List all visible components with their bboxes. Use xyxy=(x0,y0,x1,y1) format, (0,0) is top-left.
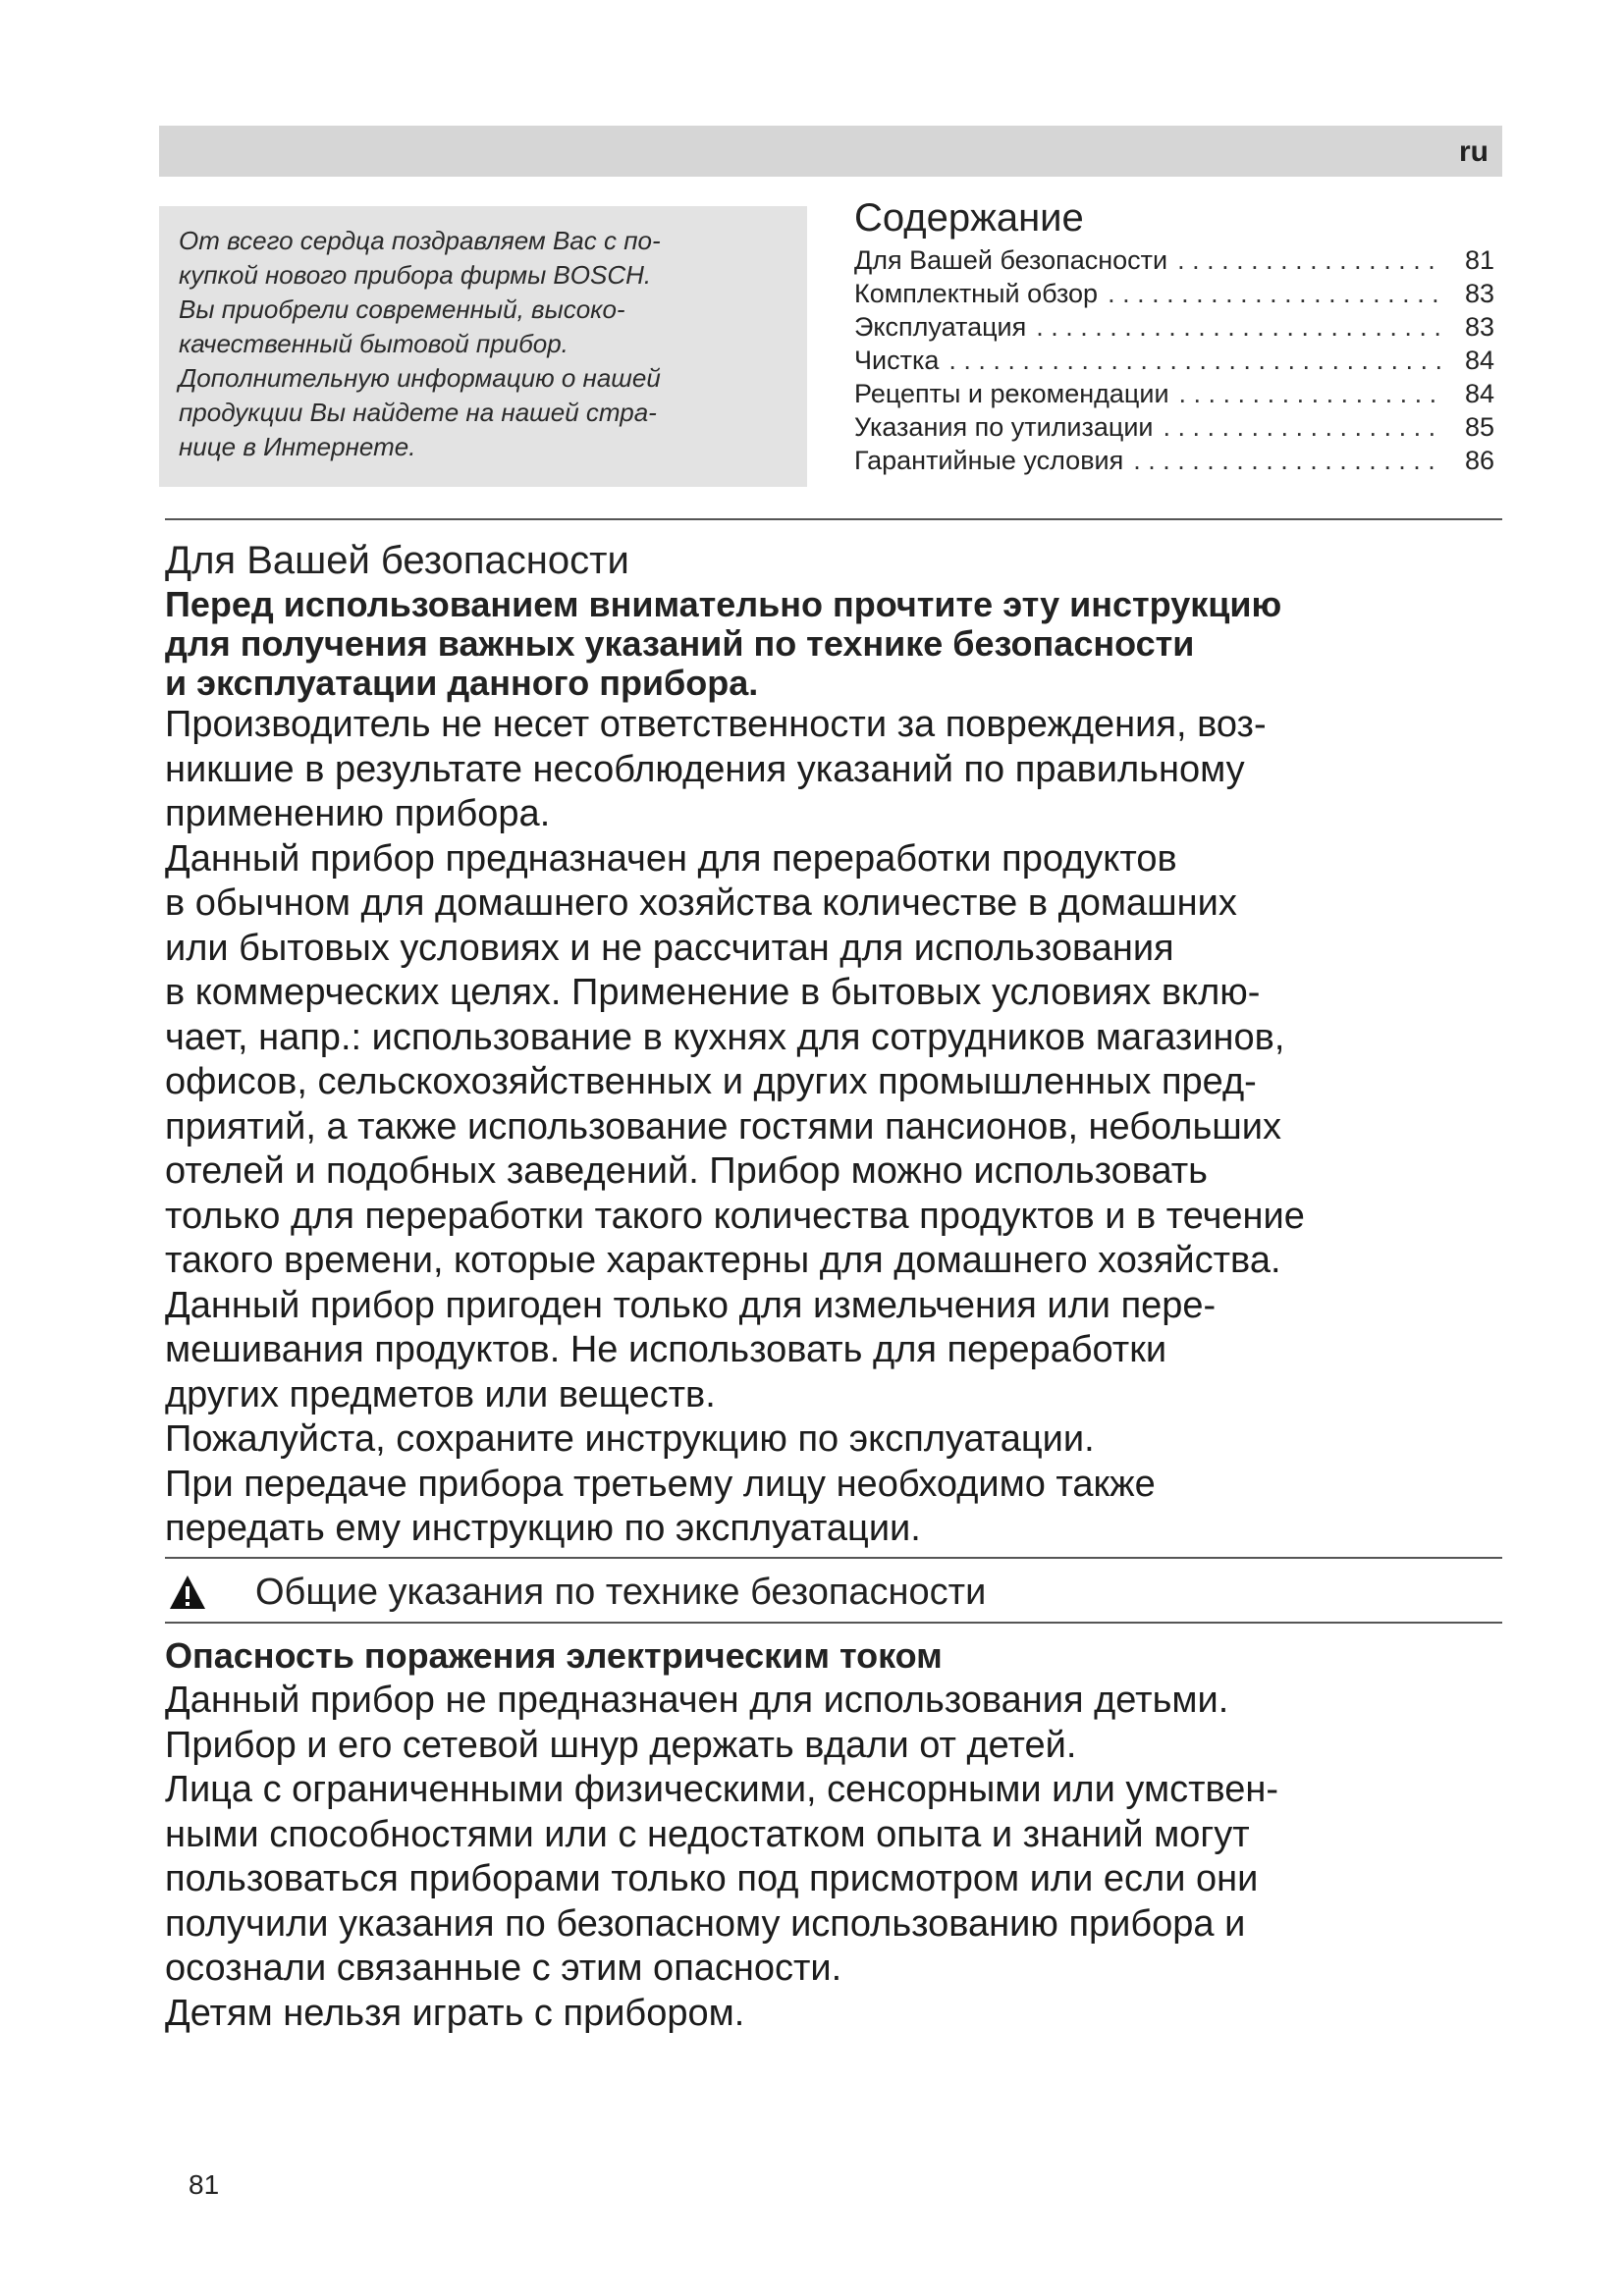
body-line: Данный прибор пригоден только для измельчения или пере- xyxy=(165,1284,1217,1326)
body-line: только для переработки такого количества продуктов и в течение xyxy=(165,1195,1305,1237)
toc-item-page: 81 xyxy=(1464,245,1494,275)
intro-line: От всего сердца поздравляем Вас с по- xyxy=(179,226,661,255)
body-line: Производитель не несет ответственности за повреждения, воз- xyxy=(165,704,1267,745)
toc-item-page: 84 xyxy=(1464,379,1494,408)
body-line: чает, напр.: использование в кухнях для сотрудников магазинов, xyxy=(165,1016,1285,1058)
body-line: Данный прибор предназначен для переработки продуктов xyxy=(165,837,1177,880)
body-line: осознали связанные с этим опасности. xyxy=(165,1948,842,1989)
section-title: Для Вашей безопасности xyxy=(165,539,629,582)
toc-leader xyxy=(1179,377,1441,410)
toc-item-label: Рецепты и рекомендации xyxy=(854,379,1169,408)
electric-shock-section xyxy=(165,1633,1510,2036)
toc-item[interactable] xyxy=(854,344,1494,377)
toc-item-label: Чистка xyxy=(854,346,940,375)
intro-line: Вы приобрели современный, высоко- xyxy=(179,294,625,324)
body-line: применению прибора. xyxy=(165,793,551,834)
body-line: других предметов или веществ. xyxy=(165,1373,716,1415)
toc-item[interactable] xyxy=(854,277,1494,310)
toc-item-page: 86 xyxy=(1464,446,1494,475)
lead-line: Перед использованием внимательно прочтите эту инструкцию xyxy=(165,584,1282,624)
body-line: Детям нельзя играть с прибором. xyxy=(165,1992,745,2034)
divider xyxy=(165,1622,1502,1624)
toc-leader xyxy=(1164,410,1441,444)
toc-title: Содержание xyxy=(854,196,1084,240)
body-line: такого времени, которые характерны для домашнего хозяйства. xyxy=(165,1240,1281,1281)
body-line: Лица с ограниченными физическими, сенсорными или умствен- xyxy=(165,1769,1279,1810)
body-line: Прибор и его сетевой шнур держать вдали от детей. xyxy=(165,1724,1077,1766)
toc-leader xyxy=(948,344,1441,377)
body-line: получили указания по безопасному использованию прибора и xyxy=(165,1902,1246,1945)
safety-section xyxy=(165,536,1510,1552)
warning-triangle-icon xyxy=(169,1575,206,1610)
toc-item[interactable] xyxy=(854,310,1494,344)
toc-leader xyxy=(1108,277,1441,310)
body-line: Пожалуйста, сохраните инструкцию по эксплуатации. xyxy=(165,1418,1095,1460)
intro-line: купкой нового прибора фирмы BOSCH. xyxy=(179,260,652,290)
toc-item-page: 83 xyxy=(1464,279,1494,308)
divider xyxy=(165,518,1502,520)
toc-item-label: Комплектный обзор xyxy=(854,279,1099,308)
toc-leader xyxy=(1133,444,1441,477)
body-line: в коммерческих целях. Применение в бытовых условиях вклю- xyxy=(165,972,1261,1013)
body-line: Данный прибор не предназначен для использования детьми. xyxy=(165,1680,1229,1721)
general-safety-title: Общие указания по технике безопасности xyxy=(255,1572,987,1613)
divider xyxy=(165,1557,1502,1559)
body-line: в обычном для домашнего хозяйства количестве в домашних xyxy=(165,882,1237,924)
lead-line: для получения важных указаний по технике безопасности xyxy=(165,623,1195,664)
toc-leader xyxy=(1177,243,1441,277)
page-number: 81 xyxy=(189,2169,220,2200)
body-line: офисов, сельскохозяйственных и других промышленных пред- xyxy=(165,1061,1257,1102)
body-line: или бытовых условиях и не рассчитан для использования xyxy=(165,927,1174,969)
language-label: ru xyxy=(1459,135,1489,168)
body-line: мешивания продуктов. Не использовать для переработки xyxy=(165,1329,1167,1370)
toc-item-label: Эксплуатация xyxy=(854,312,1027,342)
body-line: никшие в результате несоблюдения указаний по правильному xyxy=(165,748,1245,790)
toc-item[interactable] xyxy=(854,444,1494,477)
toc-item[interactable] xyxy=(854,243,1494,277)
body-line: отелей и подобных заведений. Прибор можно использовать xyxy=(165,1150,1208,1192)
toc-leader xyxy=(1036,310,1441,344)
header-bar xyxy=(159,126,1502,177)
subsection-title: Опасность поражения электрическим током xyxy=(165,1635,943,1676)
table-of-contents xyxy=(854,192,1502,477)
intro-box xyxy=(159,206,807,487)
intro-line: Дополнительную информацию о нашей xyxy=(179,363,661,393)
toc-item-label: Для Вашей безопасности xyxy=(854,245,1168,275)
toc-item-label: Гарантийные условия xyxy=(854,446,1124,475)
body-line: При передаче прибора третьему лицу необходимо также xyxy=(165,1463,1156,1505)
toc-item-page: 84 xyxy=(1464,346,1494,375)
body-line: ными способностями или с недостатком опыта и знаний могут xyxy=(165,1813,1250,1855)
body-line: передать ему инструкцию по эксплуатации. xyxy=(165,1508,921,1549)
body-line: пользоваться приборами только под присмотром или если они xyxy=(165,1858,1259,1899)
toc-item[interactable] xyxy=(854,410,1494,444)
intro-line: продукции Вы найдете на нашей стра- xyxy=(179,398,657,427)
toc-item-page: 85 xyxy=(1464,412,1494,442)
intro-line: качественный бытовой прибор. xyxy=(179,329,568,358)
toc-item-page: 83 xyxy=(1464,312,1494,342)
body-line: приятий, а также использование гостями пансионов, небольших xyxy=(165,1105,1281,1148)
general-safety-heading xyxy=(165,1569,986,1616)
toc-item[interactable] xyxy=(854,377,1494,410)
lead-line: и эксплуатации данного прибора. xyxy=(165,663,759,703)
toc-item-label: Указания по утилизации xyxy=(854,412,1154,442)
intro-line: нице в Интернете. xyxy=(179,432,416,461)
